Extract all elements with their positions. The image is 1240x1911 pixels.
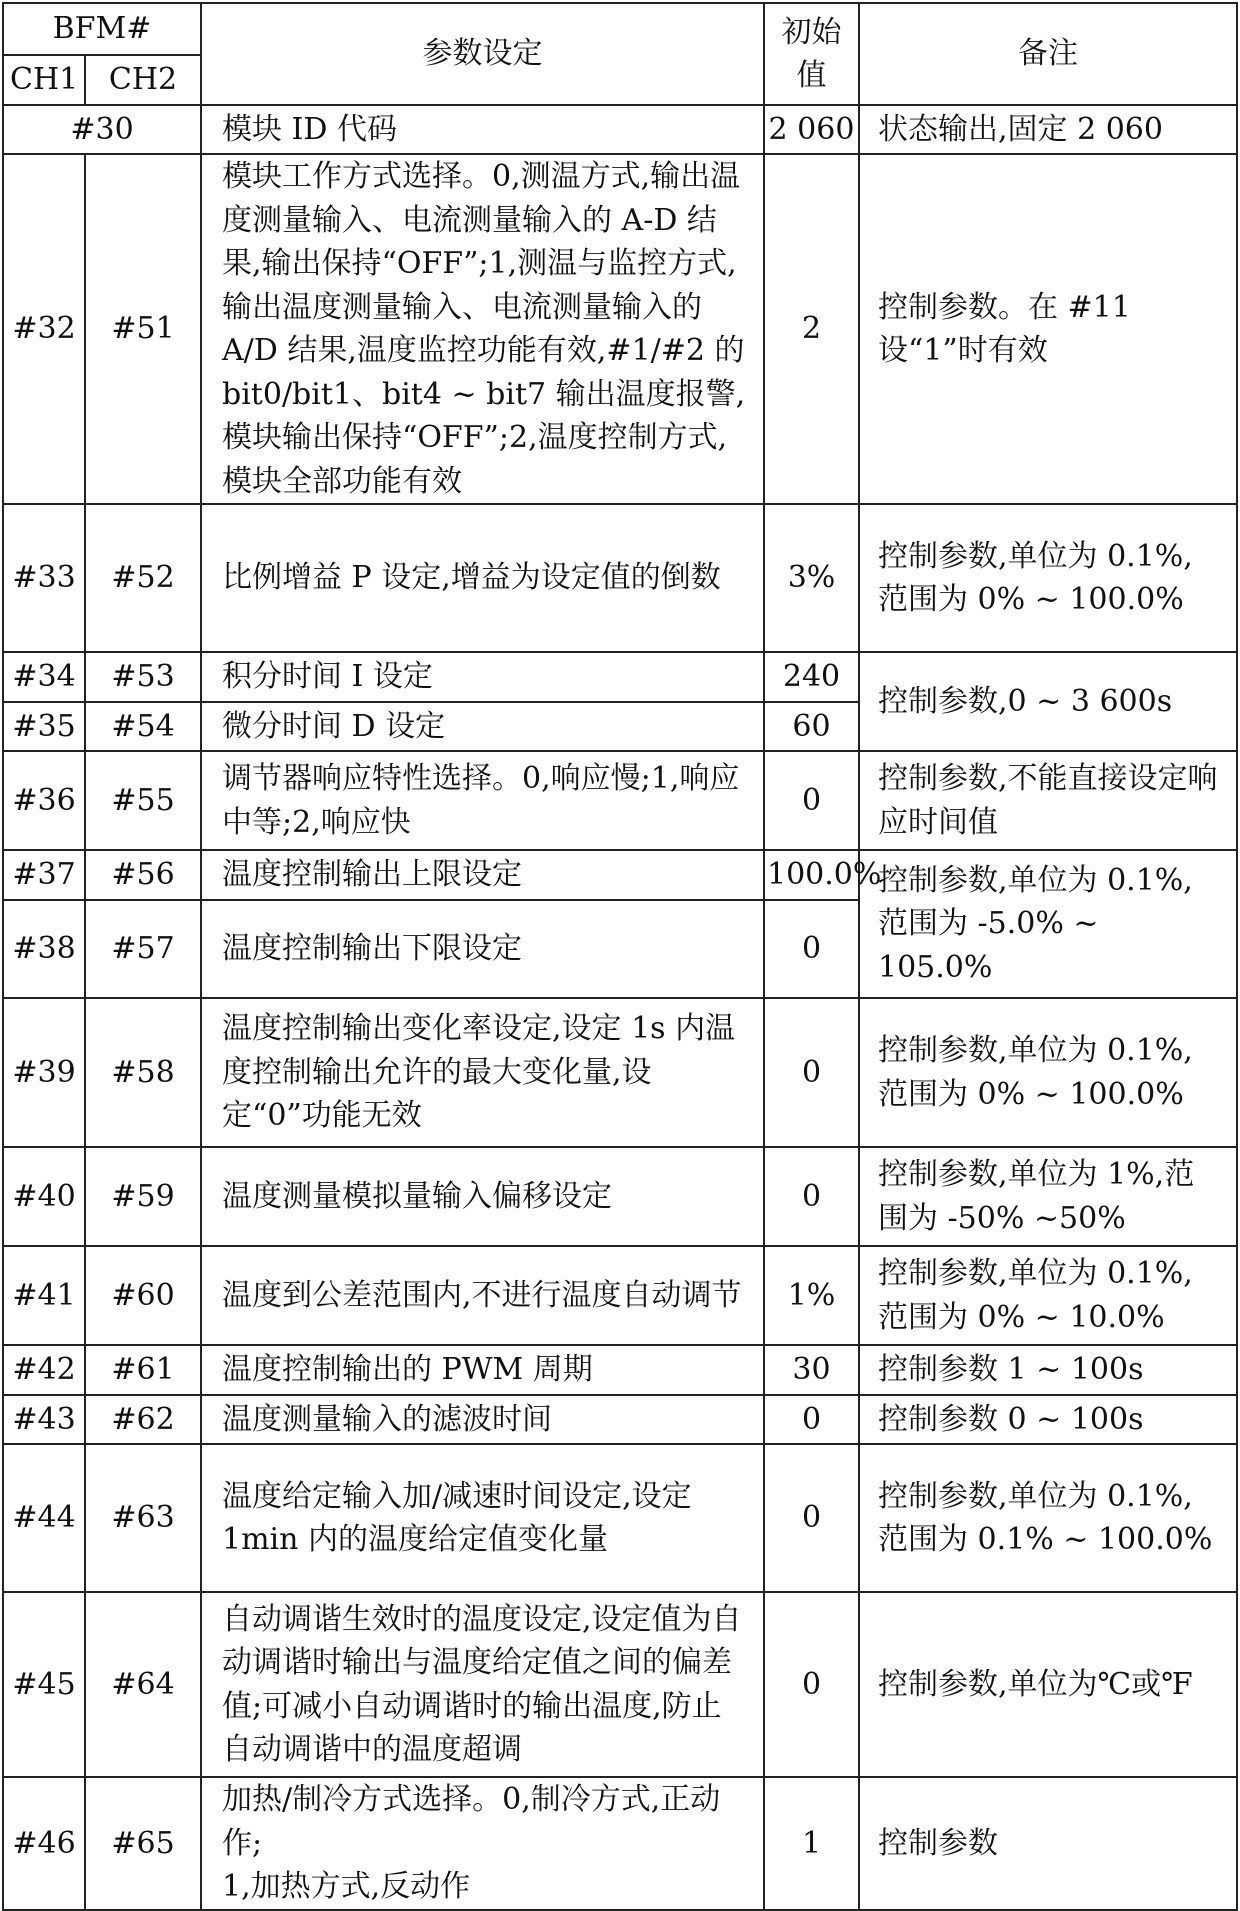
ch2-cell: #54 (85, 702, 201, 751)
description-cell: 温度给定输入加/减速时间设定,设定 1min 内的温度给定值变化量 (201, 1444, 764, 1592)
description-cell: 温度到公差范围内,不进行温度自动调节 (201, 1246, 764, 1345)
initial-value-cell: 0 (764, 1444, 859, 1592)
table-row (3, 105, 1237, 154)
table-row (3, 1246, 1237, 1345)
init-header: 初始 值 (764, 3, 859, 105)
note-cell: 控制参数,0 ~ 3 600s (859, 652, 1237, 751)
initial-value-cell: 1 (764, 1777, 859, 1910)
initial-value-cell: 60 (764, 702, 859, 751)
note-cell: 状态输出,固定 2 060 (859, 105, 1237, 154)
ch2-cell: #59 (85, 1147, 201, 1246)
initial-value-cell: 2 060 (764, 105, 859, 154)
initial-value-cell: 0 (764, 1592, 859, 1777)
parameter-table (2, 2, 1238, 1911)
ch1-cell: #42 (3, 1345, 85, 1395)
description-cell: 模块 ID 代码 (201, 105, 764, 154)
table-row (3, 1777, 1237, 1910)
table-row (3, 1147, 1237, 1246)
bfm-cell: #30 (3, 105, 201, 154)
table-row (3, 1395, 1237, 1444)
description-cell: 调节器响应特性选择。0,响应慢;1,响应中等;2,响应快 (201, 751, 764, 850)
description-cell: 模块工作方式选择。0,测温方式,输出温度测量输入、电流测量输入的 A-D 结果,输出保持“OFF”;1,测温与监控方式,输出温度测量输入、电流测量输入的 A/D 结果,温度监控功能有效,#1/#2 的 bit0/bit1、bit4 ~ bit7 输出温度报警,模块输出保持“OFF”;2,温度控制方式,模块全部功能有效 (201, 154, 764, 504)
ch1-cell: #36 (3, 751, 85, 850)
note-cell: 控制参数。在 #11 设“1”时有效 (859, 154, 1237, 504)
note-cell: 控制参数,不能直接设定响应时间值 (859, 751, 1237, 850)
description-cell: 积分时间 I 设定 (201, 652, 764, 702)
initial-value-cell: 0 (764, 998, 859, 1147)
header-row (3, 3, 1237, 55)
ch2-cell: #65 (85, 1777, 201, 1910)
ch2-cell: #53 (85, 652, 201, 702)
description-cell: 温度控制输出上限设定 (201, 850, 764, 900)
note-cell: 控制参数,单位为 0.1%,范围为 0.1% ~ 100.0% (859, 1444, 1237, 1592)
initial-value-cell: 30 (764, 1345, 859, 1395)
ch1-header: CH1 (3, 55, 85, 105)
ch2-cell: #57 (85, 900, 201, 998)
initial-value-cell: 1% (764, 1246, 859, 1345)
description-cell: 加热/制冷方式选择。0,制冷方式,正动作; 1,加热方式,反动作 (201, 1777, 764, 1910)
initial-value-cell: 2 (764, 154, 859, 504)
ch1-cell: #32 (3, 154, 85, 504)
initial-value-cell: 0 (764, 1395, 859, 1444)
description-cell: 温度控制输出的 PWM 周期 (201, 1345, 764, 1395)
description-cell: 温度控制输出下限设定 (201, 900, 764, 998)
initial-value-cell: 240 (764, 652, 859, 702)
ch1-cell: #35 (3, 702, 85, 751)
note-cell: 控制参数,单位为℃或℉ (859, 1592, 1237, 1777)
table-row (3, 998, 1237, 1147)
initial-value-cell: 0 (764, 1147, 859, 1246)
ch1-cell: #41 (3, 1246, 85, 1345)
ch1-cell: #34 (3, 652, 85, 702)
initial-value-cell: 0 (764, 751, 859, 850)
description-cell: 温度测量输入的滤波时间 (201, 1395, 764, 1444)
note-cell: 控制参数,单位为 0.1%,范围为 0% ~ 100.0% (859, 504, 1237, 652)
initial-value-cell: 100.0% (764, 850, 859, 900)
table-row (3, 850, 1237, 900)
param-header: 参数设定 (201, 3, 764, 105)
ch2-cell: #55 (85, 751, 201, 850)
ch1-cell: #37 (3, 850, 85, 900)
ch2-cell: #58 (85, 998, 201, 1147)
description-cell: 比例增益 P 设定,增益为设定值的倒数 (201, 504, 764, 652)
note-cell: 控制参数 (859, 1777, 1237, 1910)
description-cell: 微分时间 D 设定 (201, 702, 764, 751)
ch1-cell: #43 (3, 1395, 85, 1444)
note-cell: 控制参数,单位为 1%,范围为 -50% ~50% (859, 1147, 1237, 1246)
table-row (3, 1592, 1237, 1777)
ch2-cell: #64 (85, 1592, 201, 1777)
note-cell: 控制参数,单位为 0.1%,范围为 -5.0% ~ 105.0% (859, 850, 1237, 998)
ch2-cell: #63 (85, 1444, 201, 1592)
initial-value-cell: 0 (764, 900, 859, 998)
ch1-cell: #45 (3, 1592, 85, 1777)
initial-value-cell: 3% (764, 504, 859, 652)
ch1-cell: #46 (3, 1777, 85, 1910)
ch1-cell: #44 (3, 1444, 85, 1592)
bfm-header: BFM# (3, 3, 201, 55)
table-row (3, 154, 1237, 504)
note-cell: 控制参数 0 ~ 100s (859, 1395, 1237, 1444)
note-header: 备注 (859, 3, 1237, 105)
table-row (3, 652, 1237, 702)
table-row (3, 1444, 1237, 1592)
ch1-cell: #39 (3, 998, 85, 1147)
ch1-cell: #40 (3, 1147, 85, 1246)
description-cell: 温度控制输出变化率设定,设定 1s 内温度控制输出允许的最大变化量,设定“0”功能无效 (201, 998, 764, 1147)
ch2-cell: #60 (85, 1246, 201, 1345)
ch1-cell: #33 (3, 504, 85, 652)
table-row (3, 504, 1237, 652)
ch2-cell: #61 (85, 1345, 201, 1395)
note-cell: 控制参数,单位为 0.1%,范围为 0% ~ 100.0% (859, 998, 1237, 1147)
ch1-cell: #38 (3, 900, 85, 998)
description-cell: 温度测量模拟量输入偏移设定 (201, 1147, 764, 1246)
ch2-header: CH2 (85, 55, 201, 105)
note-cell: 控制参数,单位为 0.1%,范围为 0% ~ 10.0% (859, 1246, 1237, 1345)
note-cell: 控制参数 1 ~ 100s (859, 1345, 1237, 1395)
table-row (3, 1345, 1237, 1395)
ch2-cell: #62 (85, 1395, 201, 1444)
ch2-cell: #51 (85, 154, 201, 504)
ch2-cell: #56 (85, 850, 201, 900)
description-cell: 自动调谐生效时的温度设定,设定值为自动调谐时输出与温度给定值之间的偏差值;可减小自动调谐时的输出温度,防止自动调谐中的温度超调 (201, 1592, 764, 1777)
table-row (3, 751, 1237, 850)
ch2-cell: #52 (85, 504, 201, 652)
